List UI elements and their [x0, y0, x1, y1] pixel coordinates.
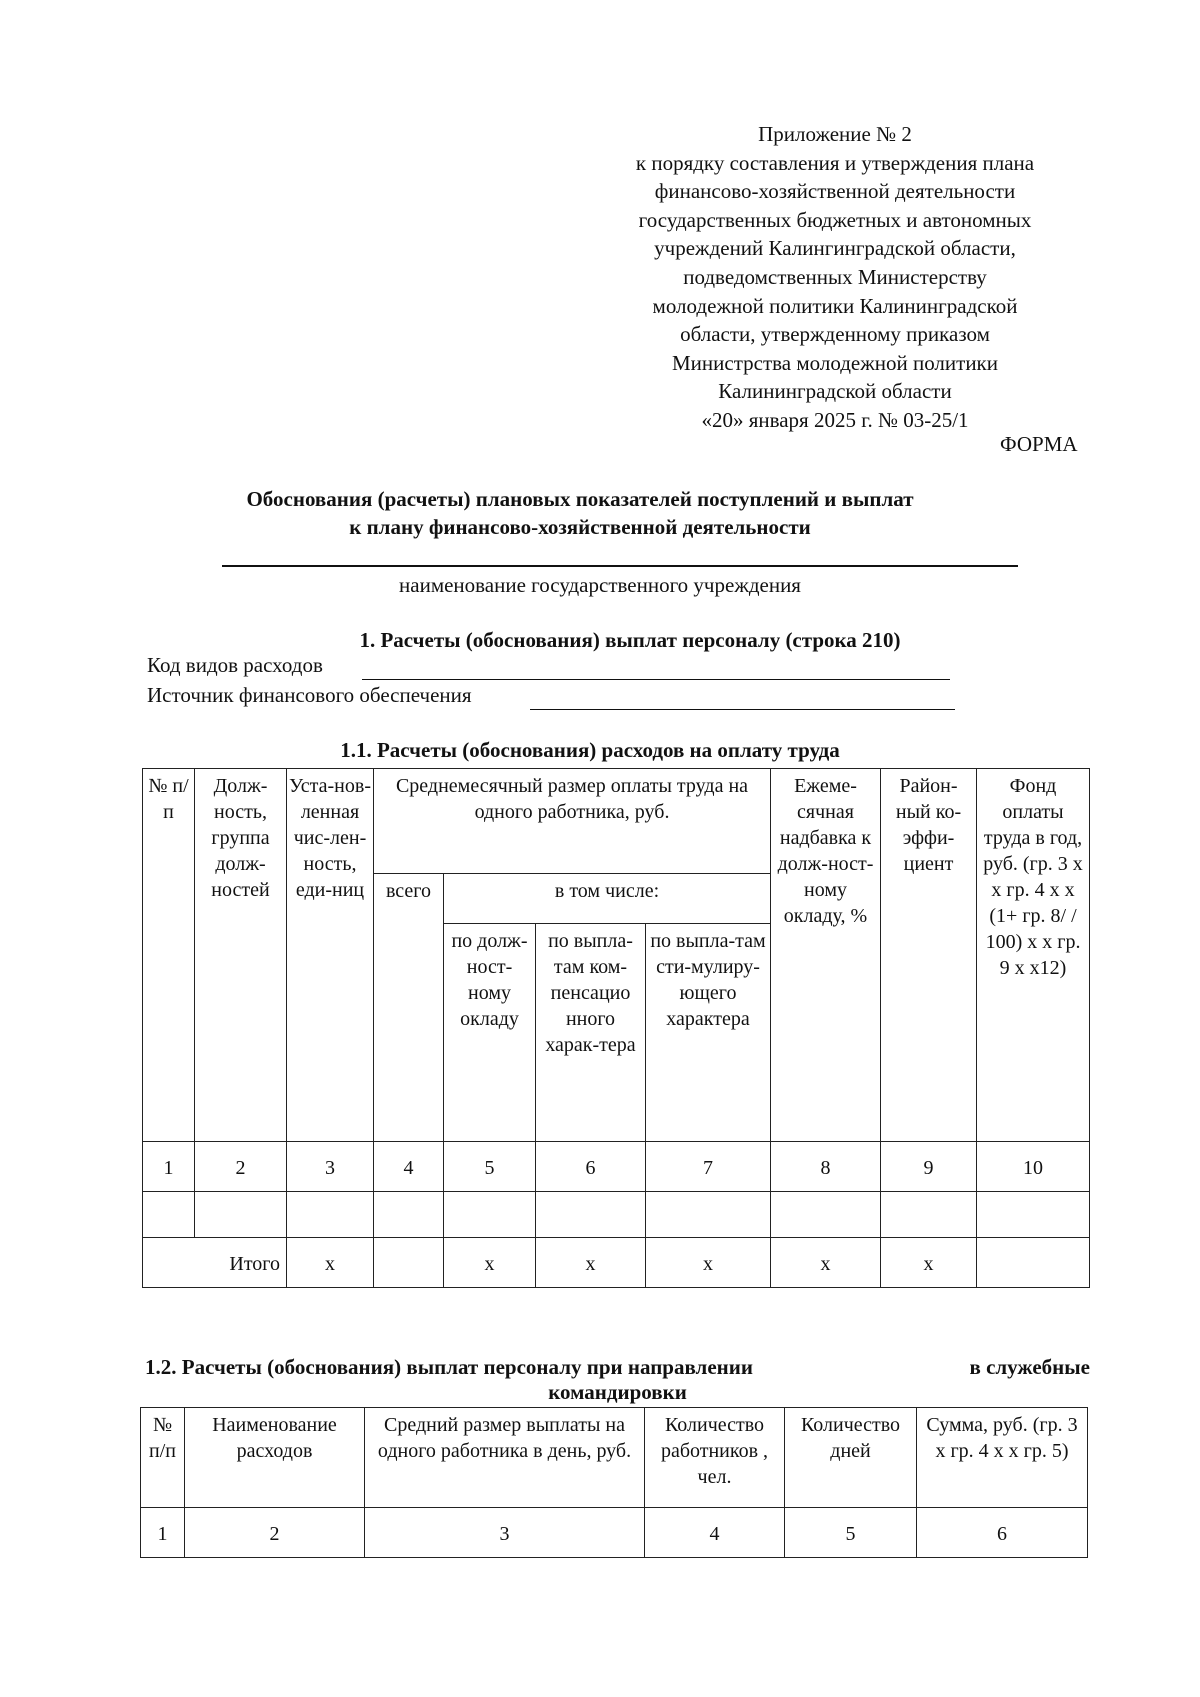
col-number: 1 — [141, 1508, 185, 1558]
col-number: 6 — [536, 1142, 646, 1192]
header-monthly-bonus: Ежеме-сячная надбавка к долж-ност-ному окладу, % — [771, 769, 881, 1142]
total-cell: х — [536, 1238, 646, 1288]
institution-caption: наименование государственного учреждения — [399, 573, 801, 597]
col-number: 6 — [917, 1508, 1088, 1558]
expense-code-line — [362, 679, 950, 680]
appendix-line: финансово-хозяйственной деятельности — [654, 179, 1016, 204]
funding-source-label: Источник финансового обеспечения — [147, 683, 472, 707]
appendix-header — [590, 120, 1080, 435]
header-staff-count: Уста-нов-ленная чис-лен-ность, еди-ниц — [287, 769, 374, 1142]
funding-source-line — [530, 709, 955, 710]
trip-header-workers: Количество работников , чел. — [645, 1408, 785, 1508]
total-label: Итого — [143, 1238, 287, 1288]
empty-data-row — [143, 1192, 1090, 1238]
col-number: 2 — [195, 1142, 287, 1192]
trip-header-avg-daily: Средний размер выплаты на одного работника в день, руб. — [365, 1408, 645, 1508]
appendix-line: к порядку составления и утверждения плана — [635, 150, 1035, 175]
col-number: 7 — [646, 1142, 771, 1192]
header-avg-pay: Среднемесячный размер оплаты труда на одного работника, руб. — [374, 769, 771, 874]
appendix-line: подведомственных Министерству — [683, 264, 987, 289]
col-number: 1 — [143, 1142, 195, 1192]
header-total: всего — [374, 874, 444, 1142]
col-number: 3 — [365, 1508, 645, 1558]
appendix-line: государственных бюджетных и автономных — [638, 207, 1032, 232]
trip-header-num: № п/п — [141, 1408, 185, 1508]
col-number: 3 — [287, 1142, 374, 1192]
header-including: в том числе: — [444, 874, 771, 924]
col-number: 8 — [771, 1142, 881, 1192]
header-by-incentive: по выпла-там сти-мулиру-ющего характера — [646, 924, 771, 1142]
trip-header-days: Количество дней — [785, 1408, 917, 1508]
appendix-line: молодежной политики Калининградской — [652, 293, 1018, 318]
section1-2-heading-line2: командировки — [548, 1380, 687, 1404]
institution-name-line — [222, 565, 1018, 567]
trip-column-number-row — [141, 1508, 1088, 1558]
appendix-line: Приложение № 2 — [758, 122, 912, 146]
col-number: 10 — [977, 1142, 1090, 1192]
total-row — [143, 1238, 1090, 1288]
column-number-row — [143, 1142, 1090, 1192]
header-by-compensation: по выпла-там ком-пенсацио нного харак-тера — [536, 924, 646, 1142]
total-cell: х — [881, 1238, 977, 1288]
total-cell: х — [444, 1238, 536, 1288]
section1-2-heading — [145, 1355, 1090, 1380]
appendix-line: учреждений Калингинградской области, — [654, 236, 1016, 261]
col-number: 9 — [881, 1142, 977, 1192]
section1-1-heading: 1.1. Расчеты (обоснования) расходов на оплату труда — [340, 738, 840, 762]
appendix-line: Министрства молодежной политики — [671, 350, 998, 375]
document-title — [140, 485, 1020, 541]
appendix-line: Калининградской области — [718, 379, 952, 404]
section1-heading: 1. Расчеты (обоснования) выплат персоналу (строка 210) — [359, 628, 901, 652]
total-cell: х — [287, 1238, 374, 1288]
appendix-line: «20» января 2025 г. № 03-25/1 — [701, 407, 969, 432]
section1-2-heading-right: в служебные — [969, 1355, 1090, 1379]
payroll-table — [142, 768, 1090, 1288]
document-title-line2: к плану финансово-хозяйственной деятельности — [349, 515, 811, 539]
trip-header-sum: Сумма, руб. (гр. 3 х гр. 4 х х гр. 5) — [917, 1408, 1088, 1508]
total-cell — [374, 1238, 444, 1288]
total-cell — [977, 1238, 1090, 1288]
section1-2-heading-left: 1.2. Расчеты (обоснования) выплат персоналу при направлении — [145, 1355, 753, 1379]
total-cell: х — [646, 1238, 771, 1288]
col-number: 4 — [374, 1142, 444, 1192]
header-num: № п/п — [143, 769, 195, 1142]
header-pay-fund: Фонд оплаты труда в год, руб. (гр. 3 х х гр. 4 х х (1+ гр. 8/ / 100) х х гр. 9 х х12) — [977, 769, 1090, 1142]
business-trip-table — [140, 1407, 1088, 1558]
form-label: ФОРМА — [1000, 432, 1078, 456]
col-number: 4 — [645, 1508, 785, 1558]
document-title-line1: Обоснования (расчеты) плановых показателей поступлений и выплат — [246, 487, 914, 511]
expense-code-label: Код видов расходов — [147, 653, 323, 677]
col-number: 5 — [444, 1142, 536, 1192]
col-number: 2 — [185, 1508, 365, 1558]
trip-header-expense-name: Наименование расходов — [185, 1408, 365, 1508]
col-number: 5 — [785, 1508, 917, 1558]
header-by-salary: по долж-ност-ному окладу — [444, 924, 536, 1142]
header-regional-coef: Район-ный ко-эффи-циент — [881, 769, 977, 1142]
total-cell: х — [771, 1238, 881, 1288]
header-position: Долж-ность, группа долж-ностей — [195, 769, 287, 1142]
appendix-line: области, утвержденному приказом — [680, 322, 990, 347]
